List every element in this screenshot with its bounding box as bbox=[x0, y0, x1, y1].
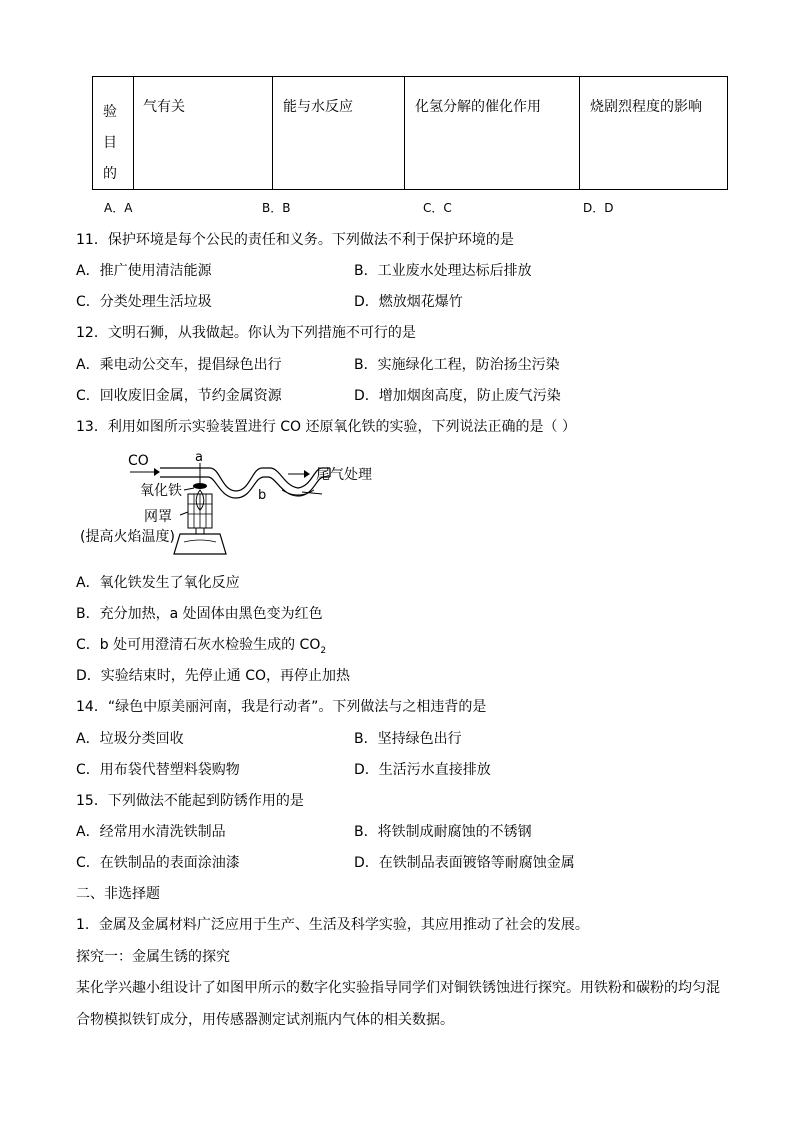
q10-option-a: A．A bbox=[104, 201, 133, 215]
q11-option-a: A．推广使用清洁能源 bbox=[76, 263, 212, 279]
paragraph-line-2: 合物模拟铁钉成分，用传感器测定试剂瓶内气体的相关数据。 bbox=[76, 1012, 454, 1028]
q15-option-d: D．在铁制品表面镀铬等耐腐蚀金属 bbox=[354, 855, 575, 871]
mesh-label: 网罩 bbox=[144, 509, 172, 525]
q14-stem: 14．“绿色中原美丽河南，我是行动者”。下列做法与之相违背的是 bbox=[76, 699, 487, 715]
q11-option-c: C．分类处理生活垃圾 bbox=[76, 294, 212, 310]
q11-option-b: B．工业废水处理达标后排放 bbox=[354, 263, 532, 279]
q13-option-d: D．实验结束时，先停止通 CO，再停止加热 bbox=[76, 668, 351, 684]
q10-option-b: B．B bbox=[262, 201, 291, 215]
label-a: a bbox=[195, 450, 203, 465]
alcohol-lamp bbox=[174, 534, 226, 554]
q13-option-a: A．氧化铁发生了氧化反应 bbox=[76, 575, 240, 591]
row-header-char: 验 bbox=[103, 104, 117, 120]
q10-option-d: D．D bbox=[583, 201, 614, 215]
table-divider bbox=[579, 77, 580, 189]
label-b: b bbox=[258, 488, 267, 503]
q11-option-d: D．燃放烟花爆竹 bbox=[354, 294, 463, 310]
lamp-wick-holder bbox=[196, 528, 204, 534]
section-title: 二、非选择题 bbox=[76, 886, 160, 902]
explore-heading: 探究一：金属生锈的探究 bbox=[76, 949, 230, 965]
q14-option-b: B．坚持绿色出行 bbox=[354, 731, 462, 747]
table-row-header bbox=[103, 97, 123, 190]
table-cell-d: 烧剧烈程度的影响 bbox=[590, 99, 702, 115]
iron-oxide-label: 氧化铁 bbox=[140, 483, 182, 499]
co-reduction-apparatus-figure bbox=[76, 446, 396, 558]
q13-stem: 13．利用如图所示实验装置进行 CO 还原氧化铁的实验，下列说法正确的是（ ） bbox=[76, 419, 576, 435]
co2-subscript: 2 bbox=[320, 645, 327, 656]
q15-option-c: C．在铁制品的表面涂油漆 bbox=[76, 855, 240, 871]
co-label: CO bbox=[128, 453, 149, 469]
iron-oxide-pointer bbox=[184, 488, 194, 490]
tail-gas-arrowhead bbox=[304, 470, 310, 478]
mesh-pointer bbox=[180, 512, 188, 515]
q14-option-c: C．用布袋代替塑料袋购物 bbox=[76, 762, 240, 778]
q15-stem: 15．下列做法不能起到防锈作用的是 bbox=[76, 793, 304, 809]
q13-option-c-text: C．b 处可用澄清石灰水检验生成的 CO bbox=[76, 637, 321, 653]
table-divider bbox=[272, 77, 273, 189]
q15-option-a: A．经常用水清洗铁制品 bbox=[76, 824, 226, 840]
table-divider bbox=[133, 77, 134, 189]
paragraph-line-1: 某化学兴趣小组设计了如图甲所示的数字化实验指导同学们对铜铁锈蚀进行探究。用铁粉和碳粉的均匀混 bbox=[76, 980, 720, 996]
table-cell-c: 化氢分解的催化作用 bbox=[415, 99, 541, 115]
co-inlet-arrowhead bbox=[154, 468, 160, 476]
q10-option-c: C．C bbox=[423, 201, 452, 215]
section2-q1: 1．金属及金属材料广泛应用于生产、生活及科学实验，其应用推动了社会的发展。 bbox=[76, 917, 589, 933]
q14-option-d: D．生活污水直接排放 bbox=[354, 762, 491, 778]
q12-option-d: D．增加烟囱高度，防止废气污染 bbox=[354, 388, 561, 404]
table-cell-a: 气有关 bbox=[143, 99, 185, 115]
q12-stem: 12．文明石狮，从我做起。你认为下列措施不可行的是 bbox=[76, 325, 416, 341]
q13-option-b: B．充分加热，a 处固体由黑色变为红色 bbox=[76, 606, 323, 622]
q12-option-c: C．回收废旧金属，节约金属资源 bbox=[76, 388, 282, 404]
row-header-char: 目 bbox=[103, 135, 117, 151]
q14-option-a: A．垃圾分类回收 bbox=[76, 731, 184, 747]
mesh-note: (提高火焰温度) bbox=[80, 529, 175, 545]
q12-option-a: A．乘电动公交车，提倡绿色出行 bbox=[76, 357, 282, 373]
tail-gas-label: 尾气处理 bbox=[316, 467, 372, 483]
lamp-liquid bbox=[184, 540, 216, 542]
q15-option-b: B．将铁制成耐腐蚀的不锈钢 bbox=[354, 824, 532, 840]
experiment-table bbox=[92, 76, 728, 190]
row-header-char: 的 bbox=[103, 166, 117, 182]
q11-stem: 11．保护环境是每个公民的责任和义务。下列做法不利于保护环境的是 bbox=[76, 232, 514, 248]
q13-option-c bbox=[76, 638, 326, 656]
iron-oxide-sample bbox=[193, 483, 207, 489]
table-divider bbox=[404, 77, 405, 189]
table-cell-b: 能与水反应 bbox=[283, 99, 353, 115]
q12-option-b: B．实施绿化工程，防治扬尘污染 bbox=[354, 357, 560, 373]
